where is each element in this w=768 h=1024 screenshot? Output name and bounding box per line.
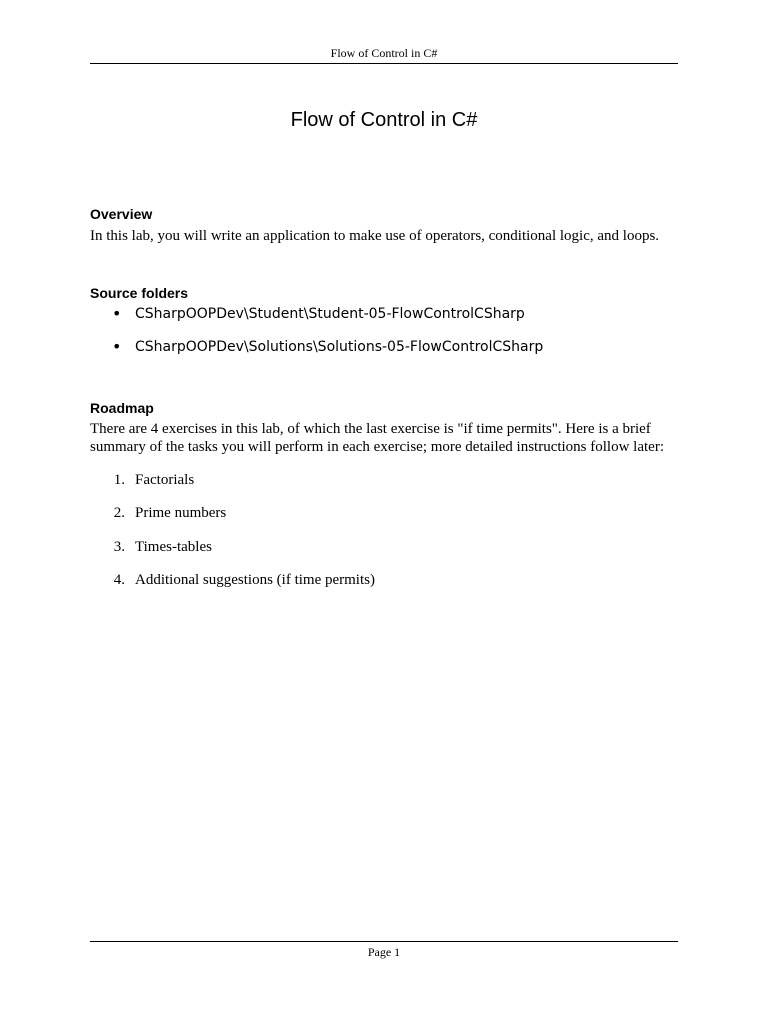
roadmap-text: There are 4 exercises in this lab, of which the last exercise is "if time permits". Here is a brief summary of the tasks you will perform in each exercise; more detailed instructions follow later: xyxy=(90,421,664,455)
list-item-label: Additional suggestions (if time permits) xyxy=(135,572,375,588)
list-item-label: Times-tables xyxy=(135,539,212,555)
bullet-marker: • xyxy=(112,304,122,323)
list-number: 1. xyxy=(113,472,125,488)
roadmap-heading: Roadmap xyxy=(90,400,154,416)
list-number: 4. xyxy=(113,572,125,588)
header-rule xyxy=(90,63,678,64)
overview-heading: Overview xyxy=(90,206,153,222)
running-header: Flow of Control in C# xyxy=(330,46,438,60)
source-folder-path: CSharpOOPDev\Solutions\Solutions-05-FlowControlCSharp xyxy=(135,339,544,355)
list-item-label: Factorials xyxy=(135,472,195,488)
list-item-label: Prime numbers xyxy=(135,505,227,521)
list-number: 3. xyxy=(113,539,125,555)
footer-rule xyxy=(90,941,678,942)
page-number: Page 1 xyxy=(367,945,401,959)
bullet-marker: • xyxy=(112,337,122,356)
source-folder-path: CSharpOOPDev\Student\Student-05-FlowControlCSharp xyxy=(135,306,525,322)
source-folders-heading: Source folders xyxy=(90,285,189,301)
list-number: 2. xyxy=(113,505,125,521)
overview-text: In this lab, you will write an application to make use of operators, conditional logic, and loops. xyxy=(90,228,660,244)
document-title: Flow of Control in C# xyxy=(290,109,478,131)
